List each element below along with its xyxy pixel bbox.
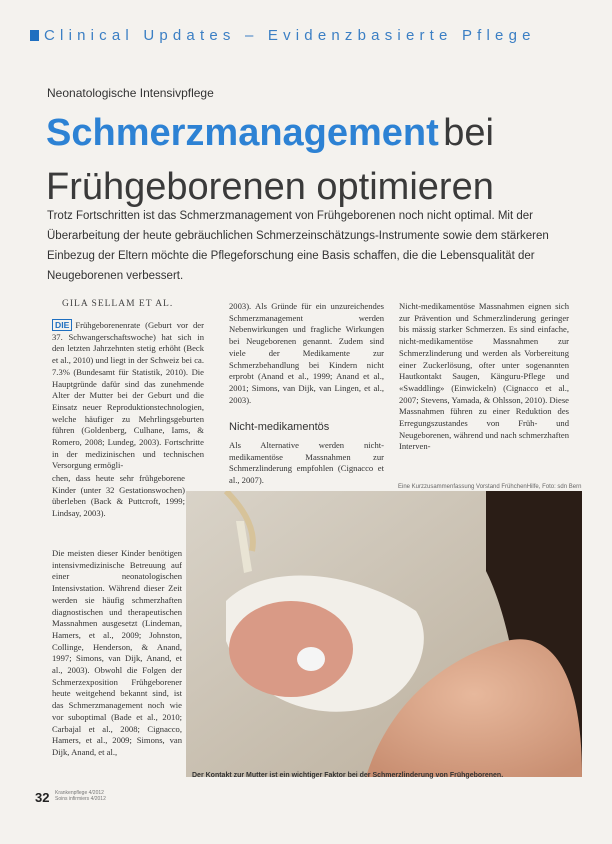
col1-paragraph-1: Frühgeborenenrate (Geburt vor der 37. Schwangerschaftswoche) hat sich in den letzten Jahrzehnten stetig erhöht (Beck et al., 2010) und liegt in der Schweiz bei ca. 7.3% (Bundesamt für Statistik, 2010). Die Hauptgründe dafür sind das zunehmende Alter der Mutter bei der Geburt und die Einsatz neuer Reproduktionstechnologien, welche häufiger zu Mehrlingsgeburten führen (Goldenberg, Culhane, Iams, & Romero, 2008; Lundeg, 2003). Fortschritte in der medizinischen und technischen Versorgung ermögli- <box>52 320 204 471</box>
article-title <box>46 110 586 210</box>
drop-word: DIE <box>52 319 72 331</box>
photo-caption: Der Kontakt zur Mutter ist ein wichtiger Faktor bei der Schmerzlinderung von Frühgeborenen. <box>192 772 504 779</box>
title-line2: Frühgeborenen optimieren <box>46 166 494 208</box>
column-2 <box>229 301 384 406</box>
col1-paragraph-2: Die meisten dieser Kinder benötigen intensivmedizinische Betreuung auf einer neonatologischen Intensivstation. Während dieser Zeit werden sie häufig schmerzhaften diagnostischen und therapeutischen Massnahmen ausgesetzt (Lindeman, Hamers, et al., 2009; Johnston, Collinge, Henderson, & Anand, 1997; Simons, van Dijk, Anand, et al., 2003). Obwohl die Folgen der Schmerzexposition Frühgeborener heute weitgehend bekannt sind, ist das Schmerzmanagement noch wie vor suboptimal (Bade et al., 2010; Carbajal et al., 2008; Cignacco, Hamers, et al., 2009; Simons, van Dijk, Anand, et al., <box>52 548 182 757</box>
photo-credit: Eine Kurzzusammenfassung Vorstand FrühchenHilfe, Foto: sdn Bern <box>398 484 582 490</box>
col2-paragraph-1: 2003). Als Gründe für ein unzureichendes Schmerzmanagement werden Nebenwirkungen und fragliche Wirkungen bei Neugeborenen genannt. Zudem sind viele der Medikamente zur Schmerzbehandlung bei Kindern nicht erprobt (Anand et al., 1999; Anand et al., 2001; Simons, van Dijk, van Lingen, et al., 2003). <box>229 301 384 405</box>
column-2-paragraph-2 <box>229 440 384 487</box>
kicker: Neonatologische Intensivpflege <box>47 86 214 100</box>
subheading: Nicht-medikamentös <box>229 421 330 433</box>
col3-paragraph-1: Nicht-medikamentöse Massnahmen eignen sich zur Prävention und Schmerzlinderung geringer bis mässig starker Schmerzen. Es sind einfache, nicht-medikamentöse Massnahmen zur Schmerzlinderung und werden als Vorbereitung einer Zuckerlösung, ofter unter sogenannten Hautkontakt Saugen, Känguru-Pflege und «Swaddling» (Einwickeln) (Cignacco et al., 2007; Stevens, Yamada, & Ohlsson, 2010). Diese Massnahmen führen zu einer Reduktion des Erregungszustandes von Früh- und Neugeborenen, während und nach schmerzhaften Interven- <box>399 301 569 452</box>
article-photo <box>186 491 582 777</box>
author-line: GILA SELLAM ET AL. <box>62 299 174 309</box>
lead-paragraph: Trotz Fortschritten ist das Schmerzmanagement von Frühgeborenen noch nicht optimal. Mit der Überarbeitung der heute gebräuchlichen Schmerzeinschätzungs-Instrumente sowie dem stärkeren Einbezug der Eltern möchte die Pflegeforschung eine Basis schaffen, die die Lebensqualität der Neugeborenen verbessert. <box>47 210 549 282</box>
column-3 <box>399 301 569 453</box>
title-highlight: Schmerzmanagement <box>46 112 439 154</box>
page-meta-line: Krankenpflege 4/2012 <box>55 790 104 796</box>
section-header <box>30 27 536 44</box>
column-1-continued <box>52 473 185 520</box>
title-rest: bei <box>443 112 494 154</box>
column-1 <box>52 320 204 472</box>
header-text: Clinical Updates – Evidenzbasierte Pflege <box>44 27 536 44</box>
col2-paragraph-2: Als Alternative werden nicht-medikamentöse Massnahmen zur Schmerzlinderung empfohlen (Cignacco et al., 2007). <box>229 440 384 486</box>
column-1-paragraph-2 <box>52 548 182 759</box>
photo-illustration <box>186 491 582 777</box>
page-number: 32 <box>35 790 50 805</box>
col1-paragraph-1b: chen, dass heute sehr frühgeborene Kinder (unter 32 Gestationswochen) überleben (Back & Puttcroft, 1999; Lindsay, 2003). <box>52 473 185 519</box>
header-square-icon <box>30 30 39 41</box>
page-meta <box>55 790 106 802</box>
page-meta-line: Soins infirmiers 4/2012 <box>55 796 106 802</box>
